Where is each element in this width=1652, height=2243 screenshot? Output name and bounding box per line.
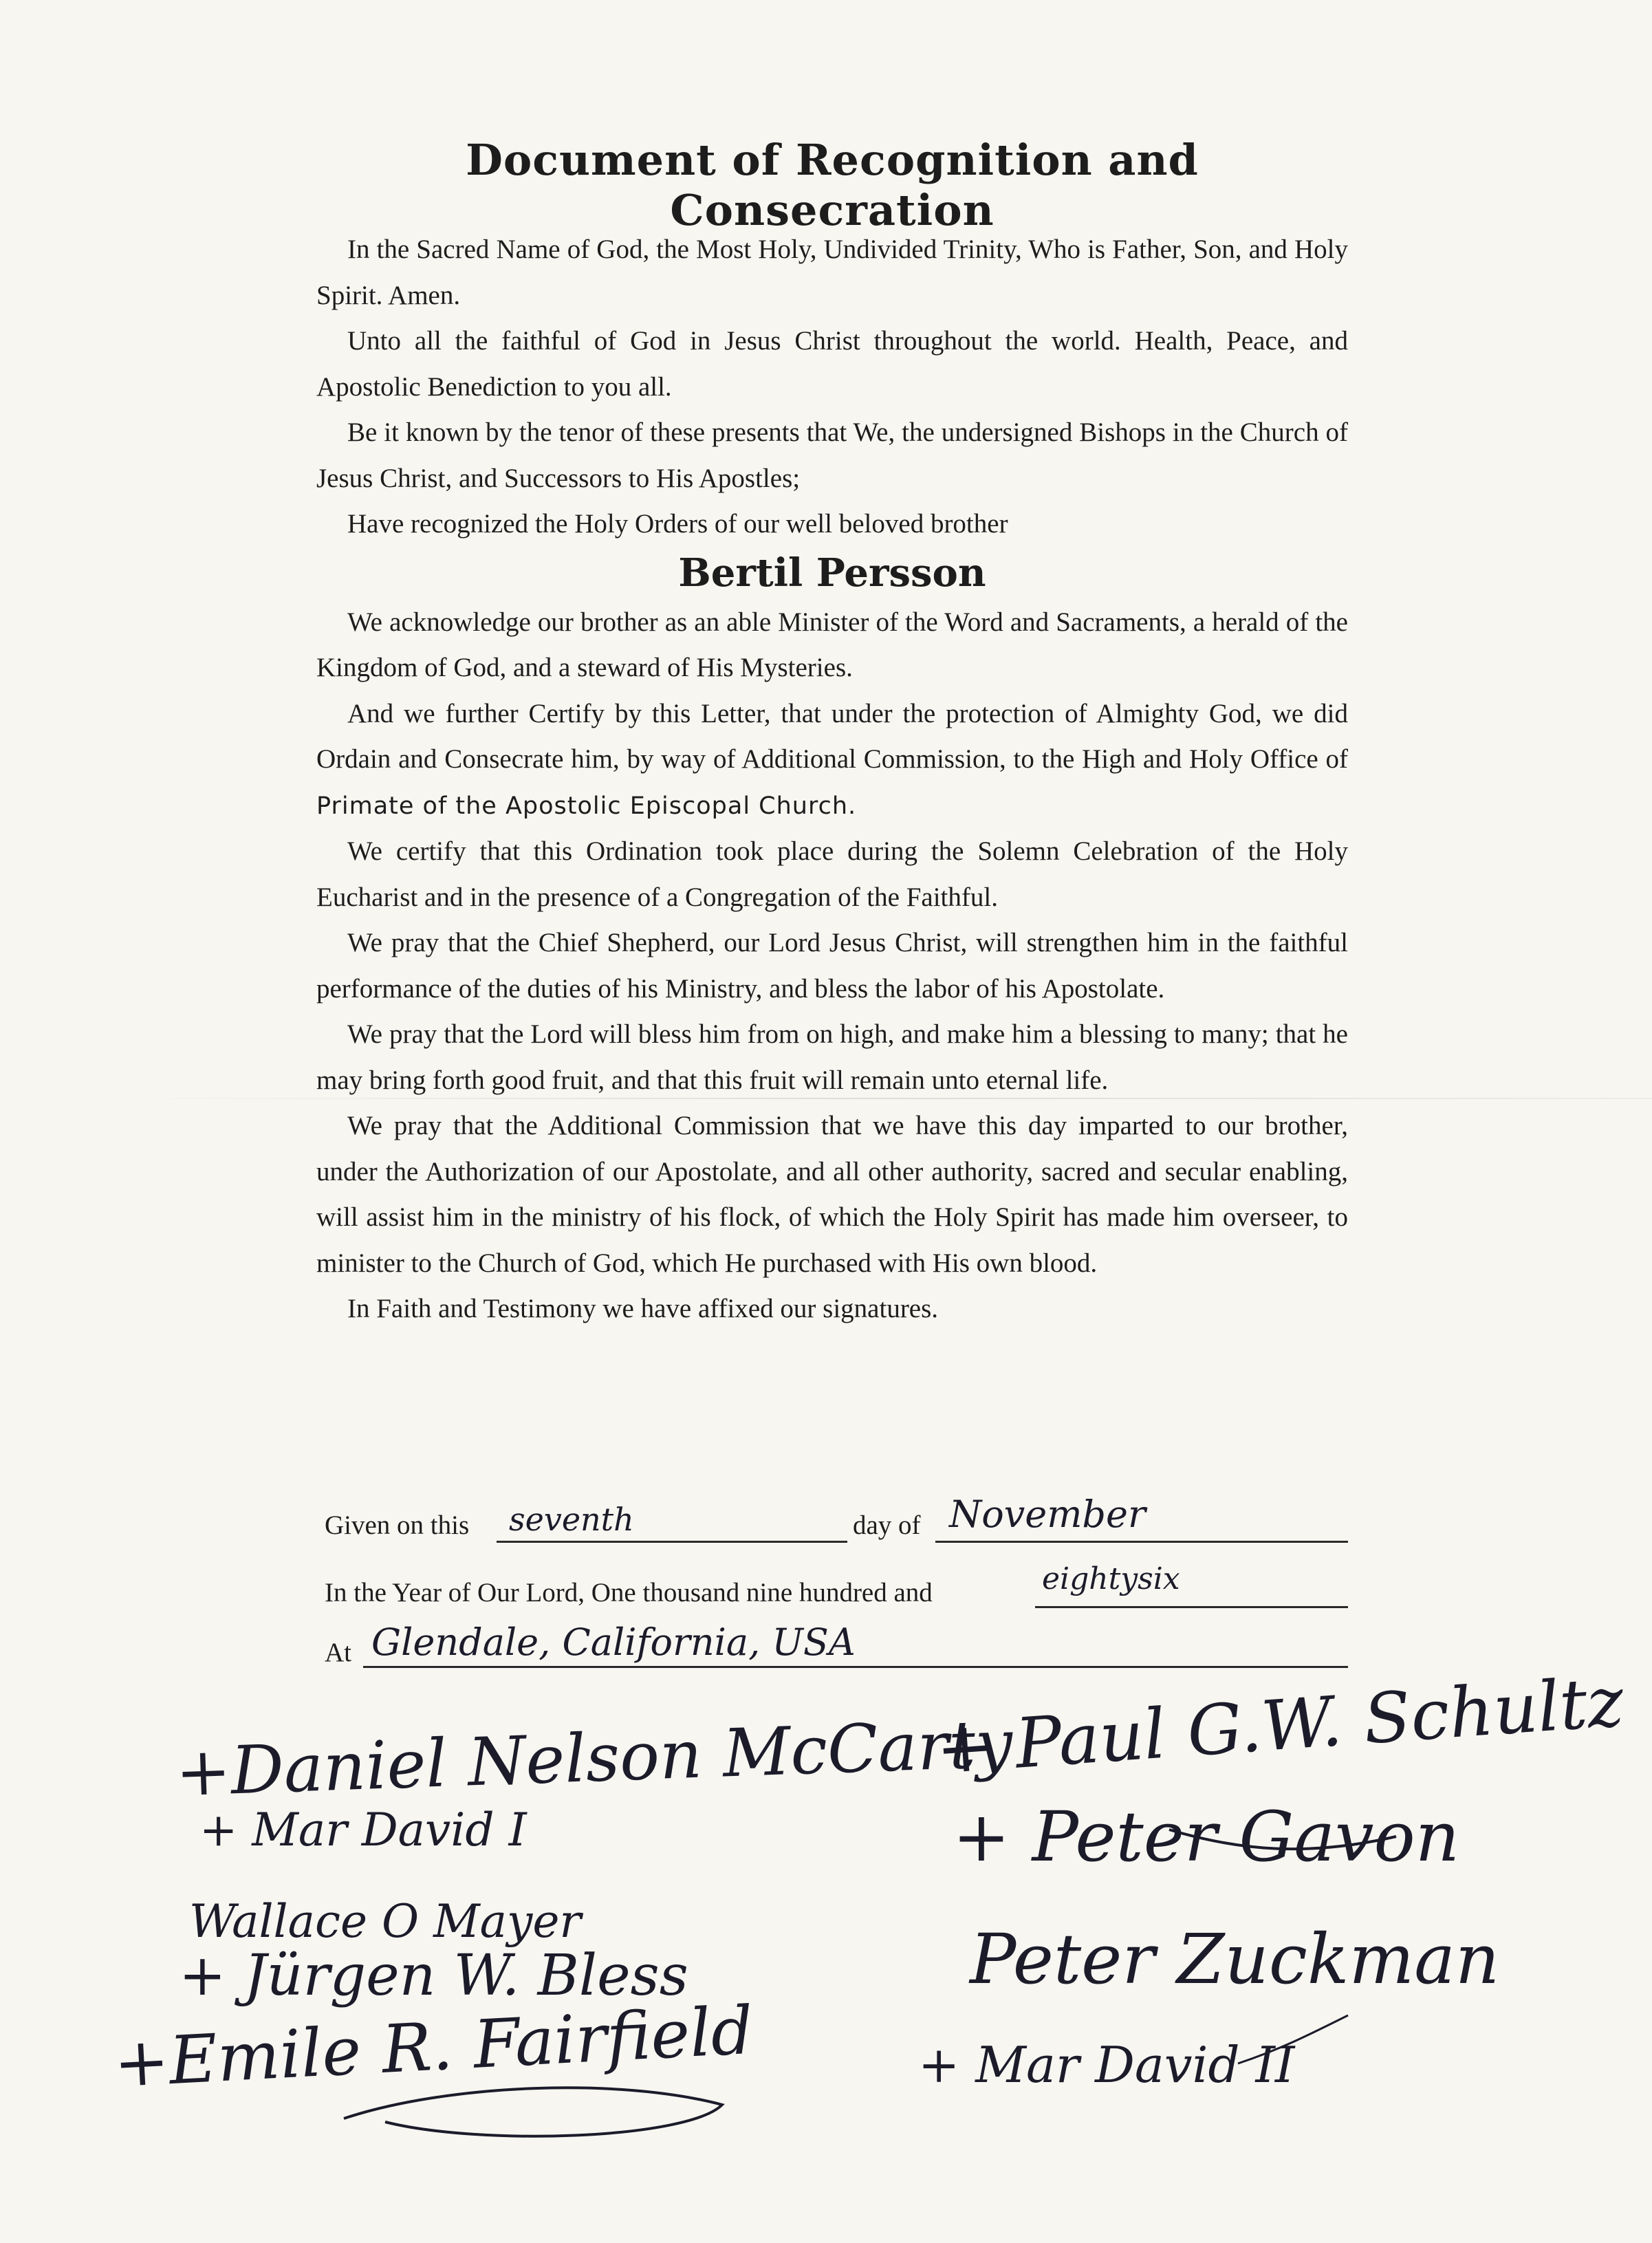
signature-left-5: +Emile R. Fairfield xyxy=(111,1991,755,2103)
invocation-paragraph: In the Sacred Name of God, the Most Holy, Undivided Trinity, Who is Father, Son, and Holy Spirit. Amen. xyxy=(316,235,1348,310)
flourish-underline xyxy=(1169,1830,1396,1849)
greeting-paragraph: Unto all the faithful of God in Jesus Christ throughout the world. Health, Peace, and Apostolic Benediction to you all. xyxy=(316,326,1348,402)
year-value: eightysix xyxy=(1042,1561,1180,1596)
flourish-tail xyxy=(1238,2015,1348,2063)
signature-right-2: + Peter Gavon xyxy=(953,1797,1460,1877)
signature-left-3: Wallace O Mayer xyxy=(189,1895,581,1948)
flourish-loop xyxy=(344,2088,722,2136)
place-value: Glendale, California, USA xyxy=(371,1621,856,1664)
month-value: November xyxy=(949,1493,1146,1536)
prayer-blessing-paragraph: We pray that the Lord will bless him from on high, and make him a blessing to many; that he may bring forth good fruit, and that this fruit will remain unto eternal life. xyxy=(316,1019,1348,1095)
prayer-commission-paragraph: We pray that the Additional Commission that we have this day imparted to our brother, under the Authorization of our Apostolate, and all other authority, sacred and secular enabling, will assist him in the ministry of his flock, of which the Holy Spirit has made him overseer, to minister to the Church of God, which He purchased with His own blood. xyxy=(316,1111,1348,1278)
certification-text: And we further Certify by this Letter, that under the protection of Almighty God, we did Ordain and Consecrate him, by way of Additional Commission, to the High and Holy Office of xyxy=(316,698,1348,774)
signature-right-1: + Paul G.W. Schultz xyxy=(933,1661,1627,1790)
signature-left-1: +Daniel Nelson McCarty xyxy=(174,1704,1014,1812)
document-title: Document of Recognition and Consecration xyxy=(466,135,1199,235)
day-value: seventh xyxy=(509,1501,634,1538)
acknowledgement-paragraph: We acknowledge our brother as an able Minister of the Word and Sacraments, a herald of the Kingdom of God, and a steward of His Mysteries. xyxy=(316,607,1348,682)
given-label: Given on this xyxy=(325,1510,470,1540)
signature-left-2: + Mar David I xyxy=(199,1803,527,1856)
day-of-label: day of xyxy=(853,1510,921,1540)
office-title: Primate of the Apostolic Episcopal Church. xyxy=(316,792,857,820)
signature-right-3: Peter Zuckman xyxy=(970,1919,1500,2000)
at-label: At xyxy=(325,1638,351,1667)
signature-left-4: + Jürgen W. Bless xyxy=(179,1943,688,2008)
recipient-name: Bertil Persson xyxy=(678,550,986,596)
signature-right-4: + Mar David II xyxy=(918,2036,1295,2094)
year-label: In the Year of Our Lord, One thousand nine hundred and xyxy=(325,1578,933,1607)
recognition-paragraph: Have recognized the Holy Orders of our well beloved brother xyxy=(347,509,1008,539)
prayer-strengthen-paragraph: We pray that the Chief Shepherd, our Lord Jesus Christ, will strengthen him in the faithful performance of the duties of his Ministry, and bless the labor of his Apostolate. xyxy=(316,928,1348,1004)
testimony-paragraph: In Faith and Testimony we have affixed our signatures. xyxy=(347,1294,939,1323)
ordination-paragraph: We certify that this Ordination took place during the Solemn Celebration of the Holy Eucharist and in the presence of a Congregation of the Faithful. xyxy=(316,836,1348,912)
declaration-paragraph: Be it known by the tenor of these presents that We, the undersigned Bishops in the Church of Jesus Christ, and Successors to His Apostles; xyxy=(316,418,1348,493)
